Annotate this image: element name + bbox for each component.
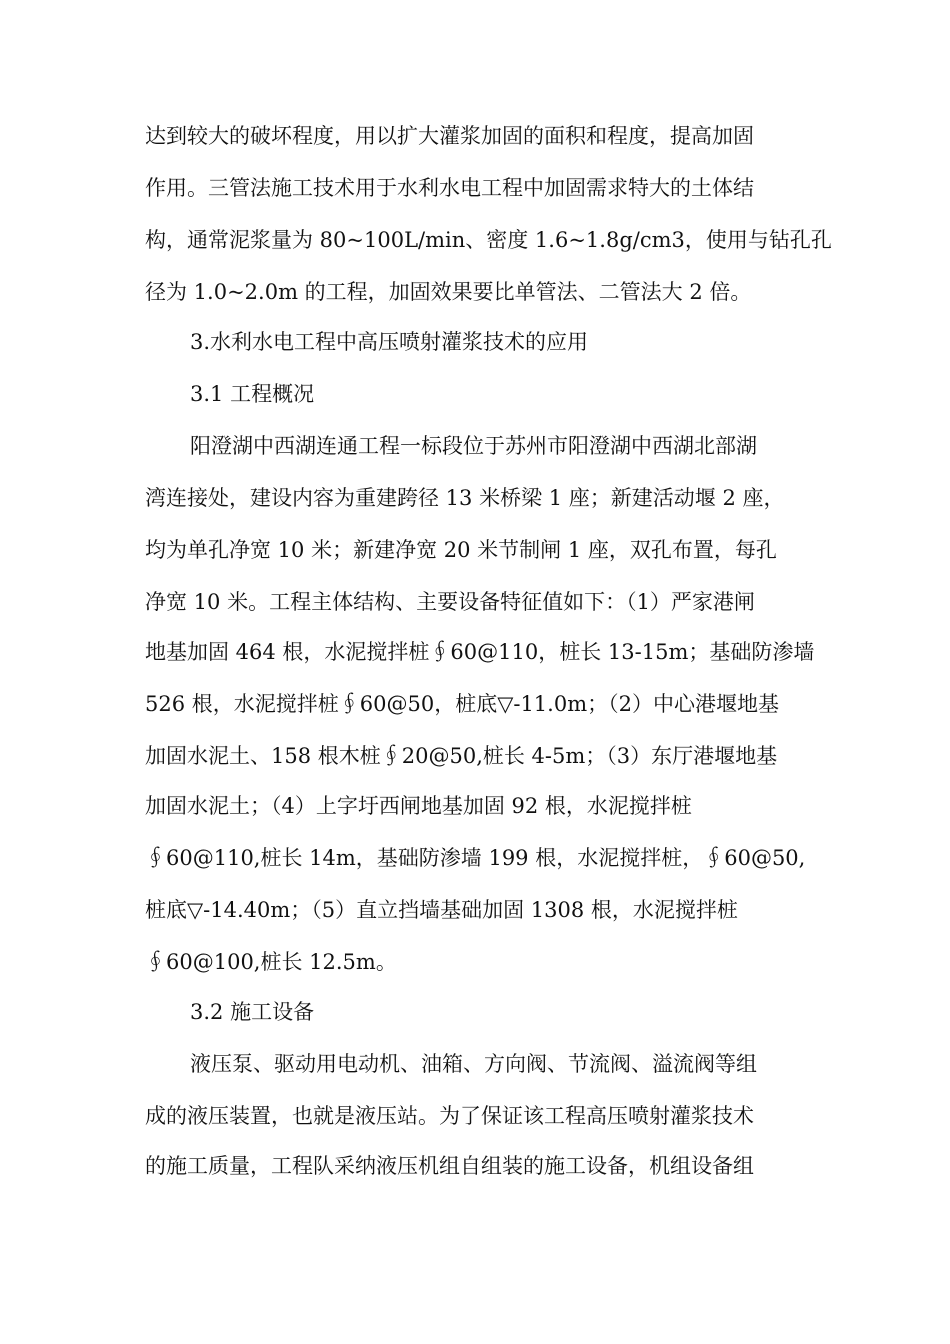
paragraph-line: 径为 1.0~2.0m 的工程，加固效果要比单管法、二管法大 2 倍。	[145, 280, 752, 304]
paragraph-line: 加固水泥土、158 根木桩∮20@50,桩长 4-5m；（3）东厅港堰地基	[145, 744, 778, 768]
paragraph-line: 526 根，水泥搅拌桩∮60@50，桩底▽-11.0m；（2）中心港堰地基	[145, 692, 779, 716]
paragraph-line: 成的液压装置，也就是液压站。为了保证该工程高压喷射灌浆技术	[145, 1104, 754, 1128]
paragraph-line: 桩底▽-14.40m；（5）直立挡墙基础加固 1308 根，水泥搅拌桩	[145, 898, 738, 922]
subsection-heading: 3.2 施工设备	[190, 1000, 315, 1024]
paragraph-line: 湾连接处，建设内容为重建跨径 13 米桥梁 1 座；新建活动堰 2 座，	[145, 486, 785, 510]
paragraph-line: 构，通常泥浆量为 80~100L/min、密度 1.6~1.8g/cm3，使用与钻孔孔	[145, 228, 832, 252]
subsection-heading: 3.1 工程概况	[190, 382, 315, 406]
paragraph-line: 液压泵、驱动用电动机、油箱、方向阀、节流阀、溢流阀等组	[190, 1052, 757, 1076]
section-heading: 3.水利水电工程中高压喷射灌浆技术的应用	[190, 330, 589, 354]
paragraph-line: ∮60@110,桩长 14m，基础防渗墙 199 根，水泥搅拌桩，∮60@50,	[145, 846, 806, 870]
paragraph-line: ∮60@100,桩长 12.5m。	[145, 950, 397, 974]
paragraph-line: 地基加固 464 根，水泥搅拌桩∮60@110，桩长 13-15m；基础防渗墙	[145, 640, 815, 664]
paragraph-line: 达到较大的破坏程度，用以扩大灌浆加固的面积和程度，提高加固	[145, 124, 754, 148]
paragraph-line: 的施工质量，工程队采纳液压机组自组装的施工设备，机组设备组	[145, 1154, 754, 1178]
paragraph-line: 阳澄湖中西湖连通工程一标段位于苏州市阳澄湖中西湖北部湖	[190, 434, 757, 458]
paragraph-line: 净宽 10 米。工程主体结构、主要设备特征值如下：（1）严家港闸	[145, 590, 755, 614]
paragraph-line: 作用。三管法施工技术用于水利水电工程中加固需求特大的土体结	[145, 176, 754, 200]
paragraph-line: 均为单孔净宽 10 米；新建净宽 20 米节制闸 1 座，双孔布置，每孔	[145, 538, 777, 562]
paragraph-line: 加固水泥土；（4）上字圩西闸地基加固 92 根，水泥搅拌桩	[145, 794, 692, 818]
